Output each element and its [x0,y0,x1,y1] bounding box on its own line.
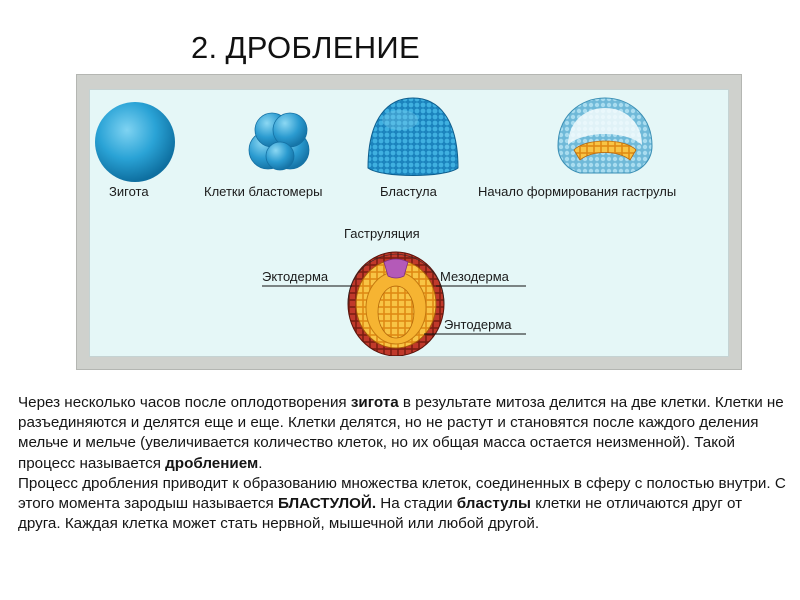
term-cleavage: дроблением [165,454,259,472]
label-blastomeres: Клетки бластомеры [204,184,323,199]
label-ectoderm: Эктодерма [262,269,329,284]
label-blastula: Бластула [380,184,437,199]
text-fragment: Через несколько часов после оплодотворения [18,394,351,411]
text-fragment: На стадии [376,495,457,513]
text-fragment: клетки не отличаются друг от друга. Каждая клетка может стать нервной, мышечной или любой другой. [18,495,743,533]
description-text [18,393,788,534]
embryo-development-diagram [90,90,728,356]
text-fragment: Процесс дробления приводит к образованию множества клеток, соединенных в сферу с полостью внутри. С этого момента зародыш называется [18,474,786,513]
gastrulation-illustration [348,252,444,356]
label-endoderm: Энтодерма [444,317,512,332]
label-mesoderm: Мезодерма [440,269,509,284]
text-fragment: . [258,454,263,472]
diagram-frame [76,74,742,370]
slide-title [191,30,420,66]
title-text: ДРОБЛЕНИЕ [225,30,420,65]
term-blastula-caps: БЛАСТУЛОЙ. [277,495,377,513]
label-gastrulation: Гаструляция [344,226,420,241]
diagram-panel [89,89,729,357]
label-gastrula-start: Начало формирования гаструлы [478,184,677,199]
title-number: 2. [191,30,218,65]
term-blastula: бластулы [456,495,532,513]
term-zygote: зигота [350,394,399,411]
label-zygote: Зигота [109,184,149,199]
blastomeres-illustration [249,113,309,170]
text-fragment: в результате митоза делится на две клетки. Клетки не разъединяются и делятся еще и еще. Клетки делятся, но не растут и становятся после каждого деления мельче и мельче (увеличивается количество клеток, но их общая масса остается неизменной). Такой процесс называется [18,394,784,472]
gastrula-start-illustration [558,98,652,173]
zygote-illustration [95,102,175,182]
blastula-illustration [368,98,458,176]
